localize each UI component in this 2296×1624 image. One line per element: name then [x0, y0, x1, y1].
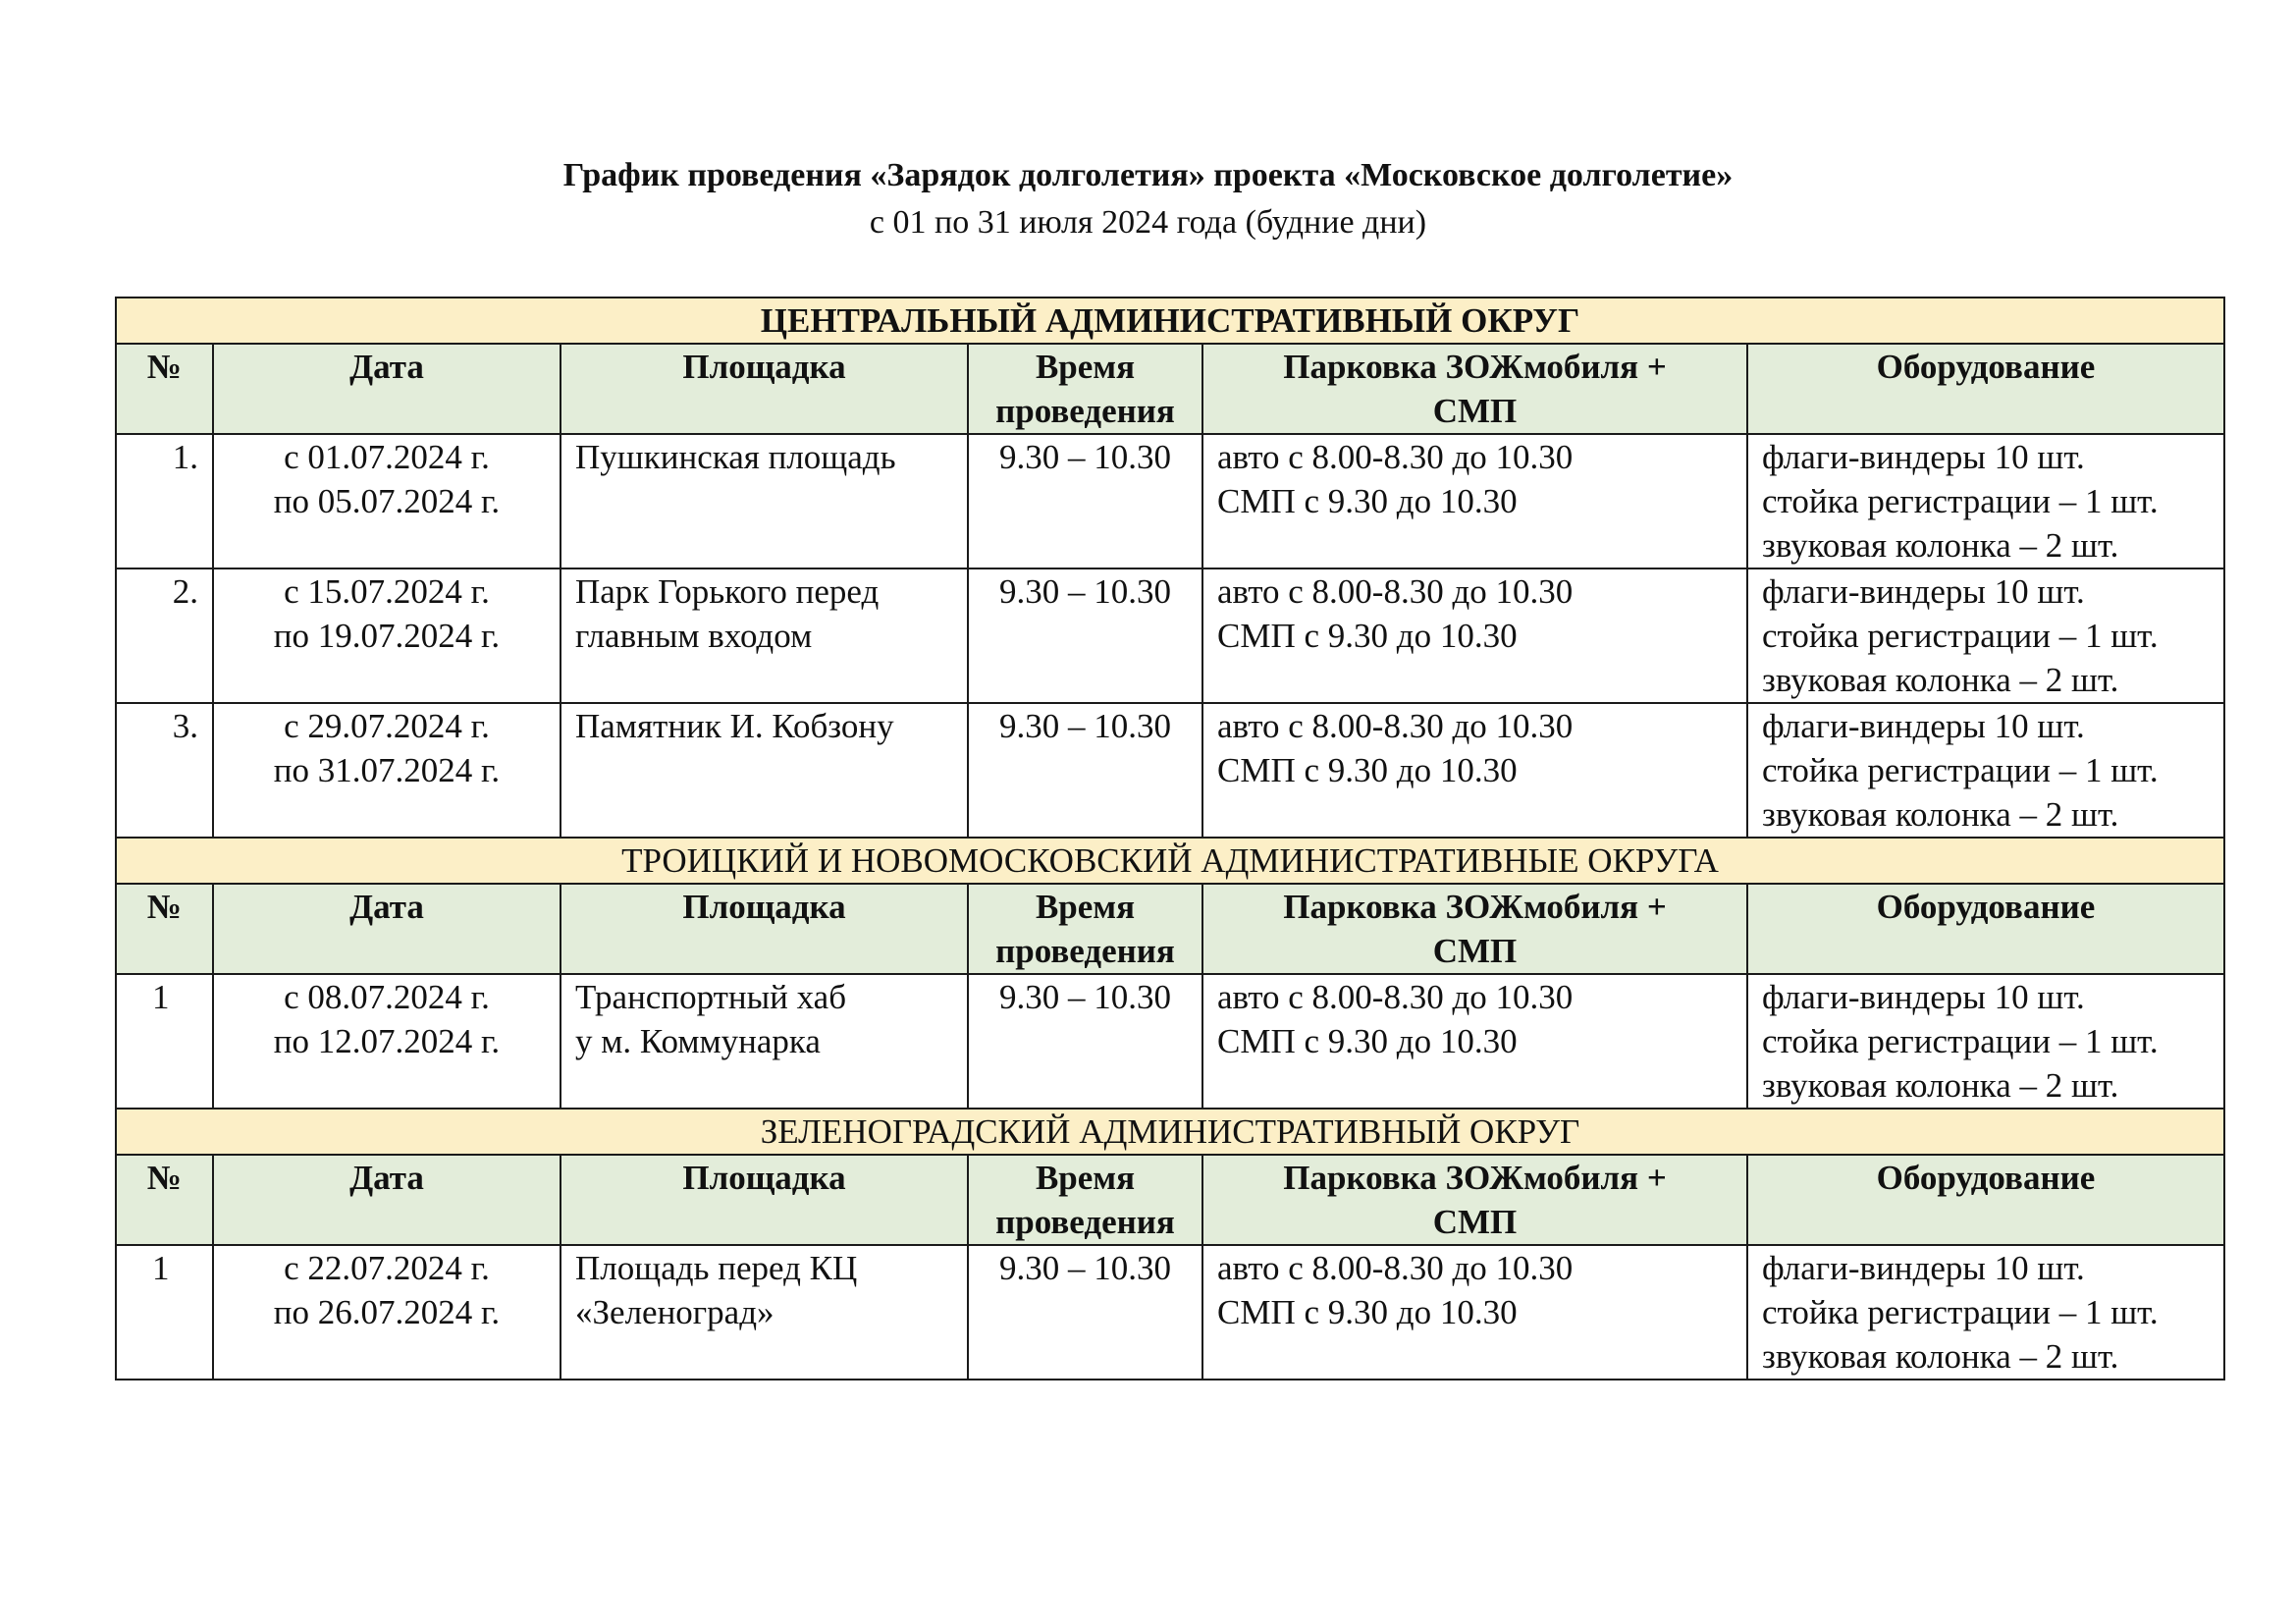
date-to: по 05.07.2024 г.	[273, 482, 501, 520]
equip-stand: стойка регистрации – 1 шт.	[1762, 482, 2159, 520]
table-row	[116, 568, 2224, 703]
parking-auto: авто с 8.00-8.30 до 10.30	[1217, 1249, 1574, 1287]
header-row	[116, 1155, 2224, 1245]
header-parking-line-1: Парковка ЗОЖмобиля +	[1283, 1159, 1667, 1197]
table-row	[116, 974, 2224, 1109]
row-time: 9.30 – 10.30	[968, 1245, 1202, 1380]
place-line-1: Парк Горького перед	[575, 572, 880, 611]
equip-speaker: звуковая колонка – 2 шт.	[1762, 1337, 2119, 1376]
row-num: 1	[116, 1245, 213, 1380]
header-time-line-1: Время	[1035, 888, 1136, 926]
header-time	[968, 344, 1202, 434]
document-subtitle: с 01 по 31 июля 2024 года (будние дни)	[869, 204, 1427, 241]
equip-speaker: звуковая колонка – 2 шт.	[1762, 661, 2119, 699]
row-date	[213, 703, 561, 838]
date-to: по 19.07.2024 г.	[273, 617, 501, 655]
place-line-2: у м. Коммунарка	[575, 1022, 821, 1060]
header-num: №	[116, 344, 213, 434]
place-line-1: Транспортный хаб	[575, 978, 847, 1016]
row-time: 9.30 – 10.30	[968, 434, 1202, 568]
row-num: 3.	[116, 703, 213, 838]
header-parking	[1202, 884, 1747, 974]
date-from: с 22.07.2024 г.	[284, 1249, 490, 1287]
row-time: 9.30 – 10.30	[968, 974, 1202, 1109]
row-place	[561, 434, 968, 568]
header-date: Дата	[213, 884, 561, 974]
equip-speaker: звуковая колонка – 2 шт.	[1762, 526, 2119, 565]
row-num: 1	[116, 974, 213, 1109]
row-place	[561, 568, 968, 703]
parking-auto: авто с 8.00-8.30 до 10.30	[1217, 978, 1574, 1016]
parking-smp: СМП с 9.30 до 10.30	[1217, 1293, 1518, 1331]
equip-flags: флаги-виндеры 10 шт.	[1762, 707, 2085, 745]
place-line-1: Пушкинская площадь	[575, 438, 896, 476]
table-row	[116, 1245, 2224, 1380]
header-time-line-1: Время	[1035, 348, 1136, 386]
header-row	[116, 884, 2224, 974]
parking-smp: СМП с 9.30 до 10.30	[1217, 1022, 1518, 1060]
equip-stand: стойка регистрации – 1 шт.	[1762, 1022, 2159, 1060]
header-parking	[1202, 344, 1747, 434]
header-time-line-1: Время	[1035, 1159, 1136, 1197]
row-time: 9.30 – 10.30	[968, 703, 1202, 838]
header-date: Дата	[213, 1155, 561, 1245]
equip-speaker: звуковая колонка – 2 шт.	[1762, 1066, 2119, 1105]
place-line-2: «Зеленоград»	[575, 1293, 774, 1331]
header-parking-line-2: СМП	[1432, 392, 1518, 430]
parking-auto: авто с 8.00-8.30 до 10.30	[1217, 438, 1574, 476]
header-place: Площадка	[561, 344, 968, 434]
row-parking	[1202, 568, 1747, 703]
schedule-table	[115, 297, 2225, 1380]
header-equipment: Оборудование	[1747, 344, 2224, 434]
row-num: 2.	[116, 568, 213, 703]
row-place	[561, 703, 968, 838]
row-num: 1.	[116, 434, 213, 568]
date-to: по 12.07.2024 г.	[273, 1022, 501, 1060]
row-parking	[1202, 703, 1747, 838]
row-place	[561, 1245, 968, 1380]
header-time	[968, 884, 1202, 974]
equip-speaker: звуковая колонка – 2 шт.	[1762, 795, 2119, 834]
date-to: по 26.07.2024 г.	[273, 1293, 501, 1331]
parking-auto: авто с 8.00-8.30 до 10.30	[1217, 707, 1574, 745]
equip-stand: стойка регистрации – 1 шт.	[1762, 617, 2159, 655]
district-row-central	[116, 298, 2224, 344]
header-num: №	[116, 884, 213, 974]
district-title: ЦЕНТРАЛЬНЫЙ АДМИНИСТРАТИВНЫЙ ОКРУГ	[116, 298, 2224, 344]
row-equipment	[1747, 434, 2224, 568]
equip-flags: флаги-виндеры 10 шт.	[1762, 438, 2085, 476]
row-date	[213, 568, 561, 703]
header-time	[968, 1155, 1202, 1245]
district-row-zelenograd	[116, 1109, 2224, 1155]
date-from: с 29.07.2024 г.	[284, 707, 490, 745]
table-row	[116, 434, 2224, 568]
header-num: №	[116, 1155, 213, 1245]
parking-auto: авто с 8.00-8.30 до 10.30	[1217, 572, 1574, 611]
district-title: ТРОИЦКИЙ И НОВОМОСКОВСКИЙ АДМИНИСТРАТИВНЫЕ ОКРУГА	[116, 838, 2224, 884]
equip-stand: стойка регистрации – 1 шт.	[1762, 751, 2159, 789]
date-from: с 01.07.2024 г.	[284, 438, 490, 476]
row-parking	[1202, 1245, 1747, 1380]
header-time-line-2: проведения	[995, 1203, 1175, 1241]
equip-flags: флаги-виндеры 10 шт.	[1762, 978, 2085, 1016]
header-equipment: Оборудование	[1747, 1155, 2224, 1245]
row-place	[561, 974, 968, 1109]
parking-smp: СМП с 9.30 до 10.30	[1217, 617, 1518, 655]
row-date	[213, 974, 561, 1109]
header-parking	[1202, 1155, 1747, 1245]
header-time-line-2: проведения	[995, 932, 1175, 970]
header-place: Площадка	[561, 884, 968, 974]
header-place: Площадка	[561, 1155, 968, 1245]
parking-smp: СМП с 9.30 до 10.30	[1217, 751, 1518, 789]
header-parking-line-2: СМП	[1432, 1203, 1518, 1241]
equip-stand: стойка регистрации – 1 шт.	[1762, 1293, 2159, 1331]
table-row	[116, 703, 2224, 838]
row-equipment	[1747, 1245, 2224, 1380]
header-time-line-2: проведения	[995, 392, 1175, 430]
place-line-1: Площадь перед КЦ	[575, 1249, 858, 1287]
row-date	[213, 434, 561, 568]
header-equipment: Оборудование	[1747, 884, 2224, 974]
row-parking	[1202, 974, 1747, 1109]
row-date	[213, 1245, 561, 1380]
district-title: ЗЕЛЕНОГРАДСКИЙ АДМИНИСТРАТИВНЫЙ ОКРУГ	[116, 1109, 2224, 1155]
date-to: по 31.07.2024 г.	[273, 751, 501, 789]
document-title: График проведения «Зарядок долголетия» проекта «Московское долголетие»	[562, 157, 1734, 193]
header-parking-line-1: Парковка ЗОЖмобиля +	[1283, 348, 1667, 386]
date-from: с 08.07.2024 г.	[284, 978, 490, 1016]
row-time: 9.30 – 10.30	[968, 568, 1202, 703]
row-equipment	[1747, 974, 2224, 1109]
header-row	[116, 344, 2224, 434]
place-line-2: главным входом	[575, 617, 813, 655]
date-from: с 15.07.2024 г.	[284, 572, 490, 611]
header-parking-line-2: СМП	[1432, 932, 1518, 970]
equip-flags: флаги-виндеры 10 шт.	[1762, 1249, 2085, 1287]
equip-flags: флаги-виндеры 10 шт.	[1762, 572, 2085, 611]
place-line-1: Памятник И. Кобзону	[575, 707, 894, 745]
header-date: Дата	[213, 344, 561, 434]
row-equipment	[1747, 568, 2224, 703]
row-parking	[1202, 434, 1747, 568]
row-equipment	[1747, 703, 2224, 838]
header-parking-line-1: Парковка ЗОЖмобиля +	[1283, 888, 1667, 926]
district-row-troitsky	[116, 838, 2224, 884]
parking-smp: СМП с 9.30 до 10.30	[1217, 482, 1518, 520]
